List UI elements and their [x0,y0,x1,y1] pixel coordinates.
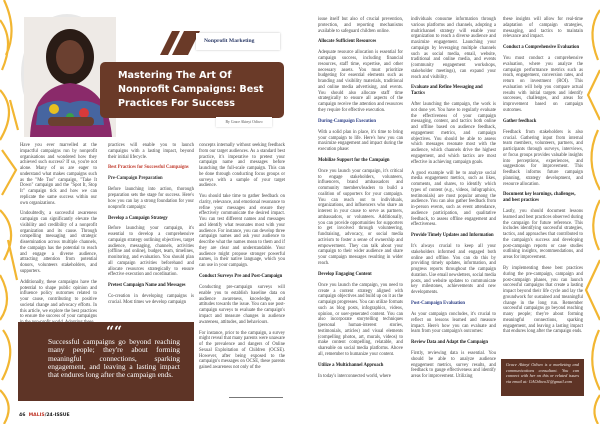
divider [229,397,283,398]
author-bio: Grace Akinyi Odiwo is a marketing and communications consultant. You can connect with her on this or related issues via email at: GAOdiwo11@gmail.com [501,359,584,396]
paragraph: As your campaign concludes, it's crucial to reflect on lessons learned and measure impact. Here's how you can evaluate and learn from your campaign's outcomes: [411,312,496,335]
section-heading: Review Data and Adapt the Campaign [411,340,488,346]
section-heading: Provide Timely Updates and Information [411,233,494,239]
paragraph: Once you launch your campaign, it's critical to engage stakeholders, volunteers, influencers, brand ambassadors and community members/leaders to build a coalition of supporters for your campaign. You can reach out to individuals, organizations, and influencers who share an interest in your cause to serve as partners, ambassadors, or volunteers. Additionally, you can provide opportunities for supporters to get involved through volunteering, fundraising, advocacy, or social media activism to foster a sense of ownership and empowerment. They can talk about your campaign to their wider audience and share your campaign messages resulting in wider reach. [318,168,403,266]
quote-mark-icon: ““ [105,324,123,340]
magazine-brand: MALIS [28,413,45,418]
column-5 [411,17,496,412]
section-heading: Allocate Sufficient Resources [318,39,377,45]
paragraph: You must conduct a comprehensive evaluation, where you analyze the campaign performance metrics such as reach, engagement, conversion rates, and return on investment (ROI). This evaluation will help you compare actual results with initial targets and identify successes, challenges, and areas for improvement based on campaign outcomes. [503,56,583,113]
paragraph: practices will enable you to launch campaigns with a lasting impact, beyond their initial lifecycle. [108,143,194,160]
paragraph: You should take time to gather feedback on clarity, relevance, and emotional resonance to refine your messages and ensure they effectively communicate the desired impact. You can test different names and messages and identify what resonates most with your audience. For instance, you can develop three campaign names and ask your audience to describe what the names mean to them and if they are clear and understandable. Your audience might propose stronger powerful names, in their native language, which you can use in your campaign. [199,194,285,269]
column-4 [318,17,403,412]
decorative-swirl-left [0,0,20,424]
paragraph: Before launching your campaign, it's essential to develop a comprehensive campaign strategy outlining objectives, target audience, messaging, channels, activities (offline and online), budget, team, timelines, monitoring, and evaluation. You should plan all campaign activities beforehand and allocate resources strategically to ensure effective execution and coordination. [108,226,194,278]
section-heading: Pre-Campaign Preparation [108,176,163,182]
paragraph: Additionally, these campaigns have the potential to shape public opinion and influence policy outcomes related to your cause, contributing to positive societal change and advocacy efforts. In this article, we explore the best practices to ensure the success of your campaigns [20,279,97,320]
paragraph: A good example will be to analyze social media engagement metrics, such as likes, comments, and shares, to identify which types of content (e.g., videos, infographics, testimonials) are most popular among the audience. You can also gather feedback from in-person events, such as event attendance, audience participation, and qualitative feedback, to assess offline engagement and effectiveness. [411,170,496,228]
paragraph: individuals consume information through various platforms and channels, adopting a multichannel strategy will enable your organization to reach a diverse audience and maximize engagement. Launching your campaign by leveraging multiple channels such as social media, email, website, traditional and online media, and events (community engagement workshops, stakeholder meetings), can expand your reach and visibility. [411,17,496,80]
column-1 [20,143,97,320]
section-tag: Nonprofit Marketing [196,33,280,50]
paragraph: Undoubtedly, a successful awareness campaign can significantly elevate the visibility and credibility of a nonprofit organization and its cause. Through compelling messaging and strategic dissemination across multiple channels, the campaign has the potential to reach and engage a diverse audience, attracting attention from potential donors, volunteers stakeholders, and supporters. [20,211,97,274]
section-heading: Best Practices for Successful Campaigns [108,165,189,171]
paragraph: Once you launch the campaign, you need to create a content strategy aligned with campaign objectives and build up on it as the campaign progresses. You can utilize formats such as blog posts, infographics, videos, opinion, or user-generated content. You can also incorporate storytelling techniques (personal human-interest stories, testimonials, articles) and visual elements (compelling photos, art, murals, videos) to make content compelling, relatable, and shareable on social media platforms. Above all, remember to humanize your content. [318,282,404,357]
paragraph: Co-creation in developing campaigns is crucial. Most times we develop campaign [108,294,194,306]
paragraph: these insights will allow for real-time adaptation of campaign strategies, messaging, and tactics to maintain relevance and impact. [503,17,583,40]
byline: By Grace Akinyi Odiwo [216,117,272,127]
section-heading: Utilize a Multichannel Approach [318,362,384,368]
page-number: 46 [19,413,26,418]
section-heading: Gather feedback [503,118,537,124]
paragraph: It's always crucial to keep all your stakeholders informed and engaged both online and offline. You can do this by providing timely updates, information, and progress reports throughout the campaign duration. Use email newsletters, social media posts, and website updates to communicate key milestones, achievements and new developments. [411,244,496,296]
paragraph: Feedback from stakeholders is also crucial. Gathering input from internal team members, volunteers, partners, and participants through surveys, interviews, or focus groups provides valuable insights into perceptions, experiences, and suggestions for improvement. This feedback informs future campaign planning, strategy development, and resource allocation. [503,129,583,187]
pull-quote [18,322,194,401]
page-footer [19,413,70,418]
paragraph: With a solid plan in place, it's time to bring your campaign to life. Here's how you can maximize engagement and impact during the execution phase: [318,129,403,152]
paragraph: concepts internally without seeking feedback from our target audiences. As a standard best practice, it's imperative to pretest your campaign name and messages before launching the full-scale campaign. This can be done through conducting focus groups or surveys with a sample of your target audience. [199,143,285,189]
paragraph: Conducting pre-campaign surveys will enable you to establish baseline data on audience awareness, knowledge, and attitudes towards the issue. You can use post-campaign surveys to evaluate the campaign's impact and measure changes in audience awareness, attitudes, and behaviours. [199,285,285,325]
column-2 [108,143,194,315]
paragraph: Lastly, you should document lessons learned and best practices observed during the campaign for future reference. This includes identifying successful strategies, tactics, and approaches that contributed to the campaign's success and developing post-campaign reports or case studies outlining insights, recommendations, and areas for improvement. [503,209,583,261]
section-heading: Develop Engaging Content [318,271,372,277]
section-heading: Pretest Campaign Name and Messages [108,283,186,289]
column-3 [199,143,285,393]
section-heading: Conduct Surveys Pre and Post-Campaign [199,274,283,280]
section-heading: During-Campaign Execution [318,118,376,124]
paragraph: Have you ever marvelled at the impactful campaigns run by nonprofit organisations and wondered how they achieved such success? If so, you're not alone. Many of us are eager to understand what makes campaigns such as the "Me Too" campaign, "Take It Down" campaign and the "Spot It, Stop It" campaign tick and how we can replicate the same success within our own organizations. [20,143,97,206]
section-heading: Conduct a Comprehensive Evaluation [503,45,580,51]
section-heading: Mobilize Support for the Campaign [318,157,390,163]
paragraph: After launching the campaign, the work is not done yet. You have to regularly evaluate the effectiveness of your campaign messaging, content, and tactics both online and offline based on audience feedback, engagement metrics, and campaign objectives. You should be able to assess which messages resonate most with the audience, which channels drive the highest engagement, and which tactics are most effective in achieving campaign goals. [411,102,496,165]
column-6 [503,17,583,355]
issue-label: /24-ISSUE [44,413,70,418]
pull-quote-text: Successful campaigns go beyond reaching many people; they're about forming meaningful connections, sparking engagement, and leaving a lasting impact that endures long after the campaign ends. [48,337,180,380]
paragraph: Adequate resource allocation is essential for campaign success, including financial resources, staff time, expertise, and other necessary assets. You must prioritize budgeting for essential elements such as branding and visibility materials, traditional and online media advertising, and events. You should also allocate staff time strategically to ensure all aspects of the campaign receive the attention and resources they require for effective execution. [318,50,403,113]
paragraph: Before launching into action, thorough preparation sets the stage for success. Here's how you can lay a strong foundation for your nonprofit campaign: [108,187,194,210]
section-heading: Document key learnings, challenges, and best practices [503,192,576,204]
paragraph: Firstly, reviewing data is essential. You should be able to analyze audience engagement metrics, survey results, and feedback to gauge effectiveness and identify areas for improvement. Utilizing [411,351,496,380]
section-heading: Evaluate and Refine Messaging and Tactics [411,85,483,97]
section-heading: Post-Campaign Evaluation [411,301,466,307]
decorative-swirl-right [584,0,600,424]
article-title: Mastering The Art Of Nonprofit Campaigns: Best Practices For Success [118,70,264,109]
paragraph: issue itself but also of crucial prevention, protection, and reporting mechanisms available to safeguard children online. [318,17,403,34]
section-heading: Develop a Campaign Strategy [108,215,168,221]
paragraph: In today's interconnected world, where [318,373,391,379]
paragraph: For instance, prior to the campaign, a survey might reveal that many parents were unaware of the prevalence and dangers of Online Sexual Exploitation of Children (OCSE). However, after being exposed to the campaign's messages on OCSE, these parents gained awareness not only of the [199,330,285,370]
paragraph: By implementing these best practices during the pre-campaign, campaign and post-campaign phases, you can launch successful campaigns that create a lasting impact beyond their life cycle and lay the groundwork for sustained and meaningful change in the long run. Remember successful campaigns go beyond reaching many people; they're about forming meaningful connections, sparking engagement, and leaving a lasting impact that endures long after the campaign ends. [503,266,583,335]
